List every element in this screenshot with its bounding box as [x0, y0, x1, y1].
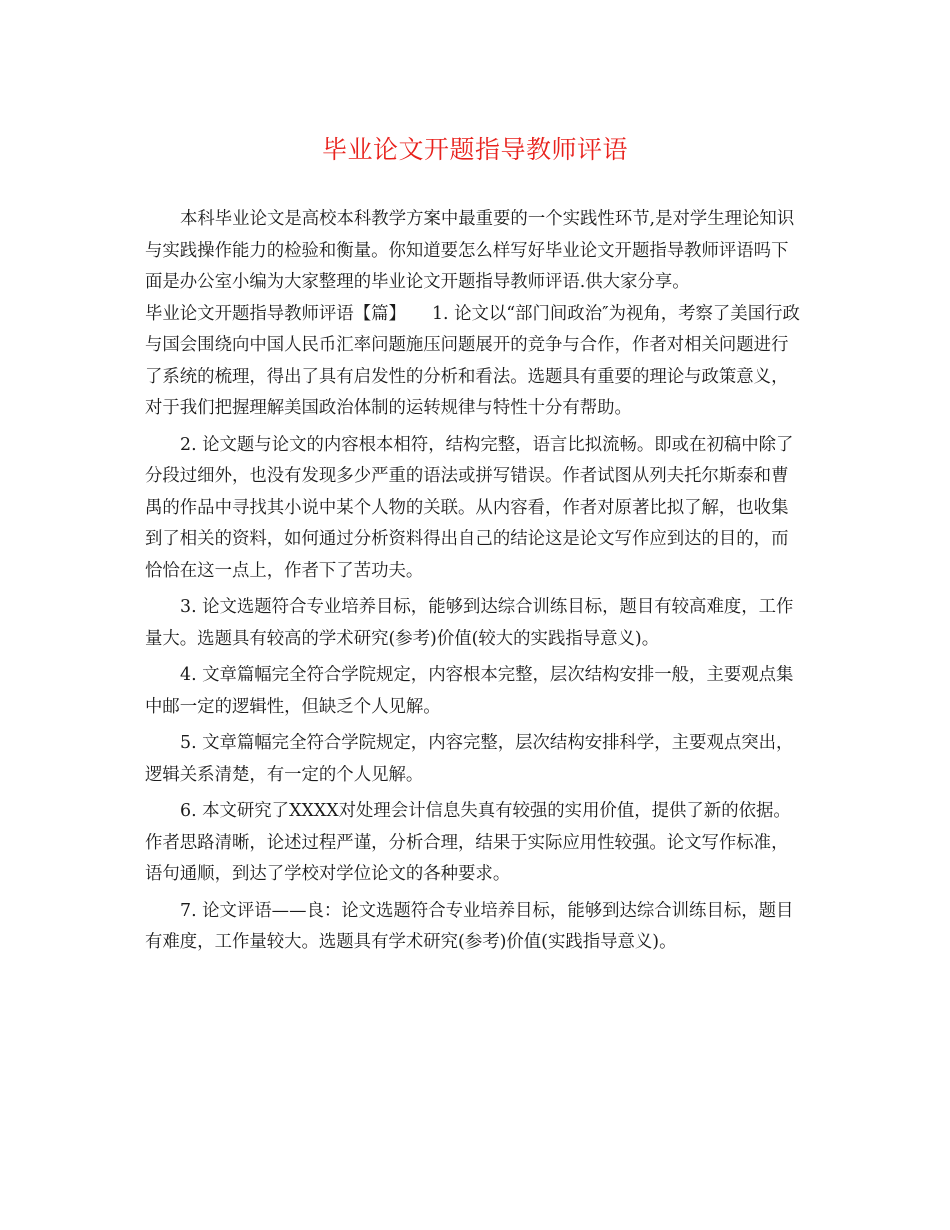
intro-paragraph: 本科毕业论文是高校本科教学方案中最重要的一个实践性环节,是对学生理论知识与实践操作能力的检验和衡量。你知道要怎么样写好毕业论文开题指导教师评语吗下面是办公室小编为大家整理的毕业论文开题指导教师评语.供大家分享。 [145, 209, 795, 292]
section-heading-paragraph: 毕业论文开题指导教师评语【篇】 1. 论文以“部门间政治″为视角，考察了美国行政与国会围绕向中国人民币汇率问题施压问题展开的竞争与合作，作者对相关问题进行了系统的梳理，得出了具有启发性的分析和看法。选题具有重要的理论与政策意义，对于我们把握理解美国政治体制的运转规律与特性十分有帮助。 [145, 303, 800, 418]
document-body [145, 204, 805, 959]
comment-item-3: 3. 论文选题符合专业培养目标，能够到达综合训练目标，题目有较高难度，工作量大。选题具有较高的学术研究(参考)价值(较大的实践指导意义)。 [145, 597, 794, 649]
comment-item-4: 4. 文章篇幅完全符合学院规定，内容根本完整，层次结构安排一般，主要观点集中邮一定的逻辑性，但缺乏个人见解。 [145, 665, 794, 717]
comment-item-6: 6. 本文研究了XXXX对处理会计信息失真有较强的实用价值，提供了新的依据。作者思路清晰，论述过程严谨，分析合理，结果于实际应用性较强。论文写作标准，语句通顺，到达了学校对学位论文的各种要求。 [145, 801, 791, 884]
page-title: 毕业论文开题指导教师评语 [321, 135, 628, 164]
comment-item-2: 2. 论文题与论文的内容根本相符，结构完整，语言比拟流畅。即或在初稿中除了分段过细外，也没有发现多少严重的语法或拼写错误。作者试图从列夫托尔斯泰和曹禺的作品中寻找其小说中某个人物的关联。从内容看，作者对原著比拟了解，也收集到了相关的资料，如何通过分析资料得出自己的结论这是论文写作应到达的目的，而恰恰在这一点上，作者下了苦功夫。 [145, 434, 794, 581]
comment-item-5: 5. 文章篇幅完全符合学院规定，内容完整，层次结构安排科学，主要观点突出，逻辑关系清楚，有一定的个人见解。 [145, 733, 794, 785]
comment-item-7: 7. 论文评语——良：论文选题符合专业培养目标，能够到达综合训练目标，题目有难度，工作量较大。选题具有学术研究(参考)价值(实践指导意义)。 [145, 900, 794, 952]
